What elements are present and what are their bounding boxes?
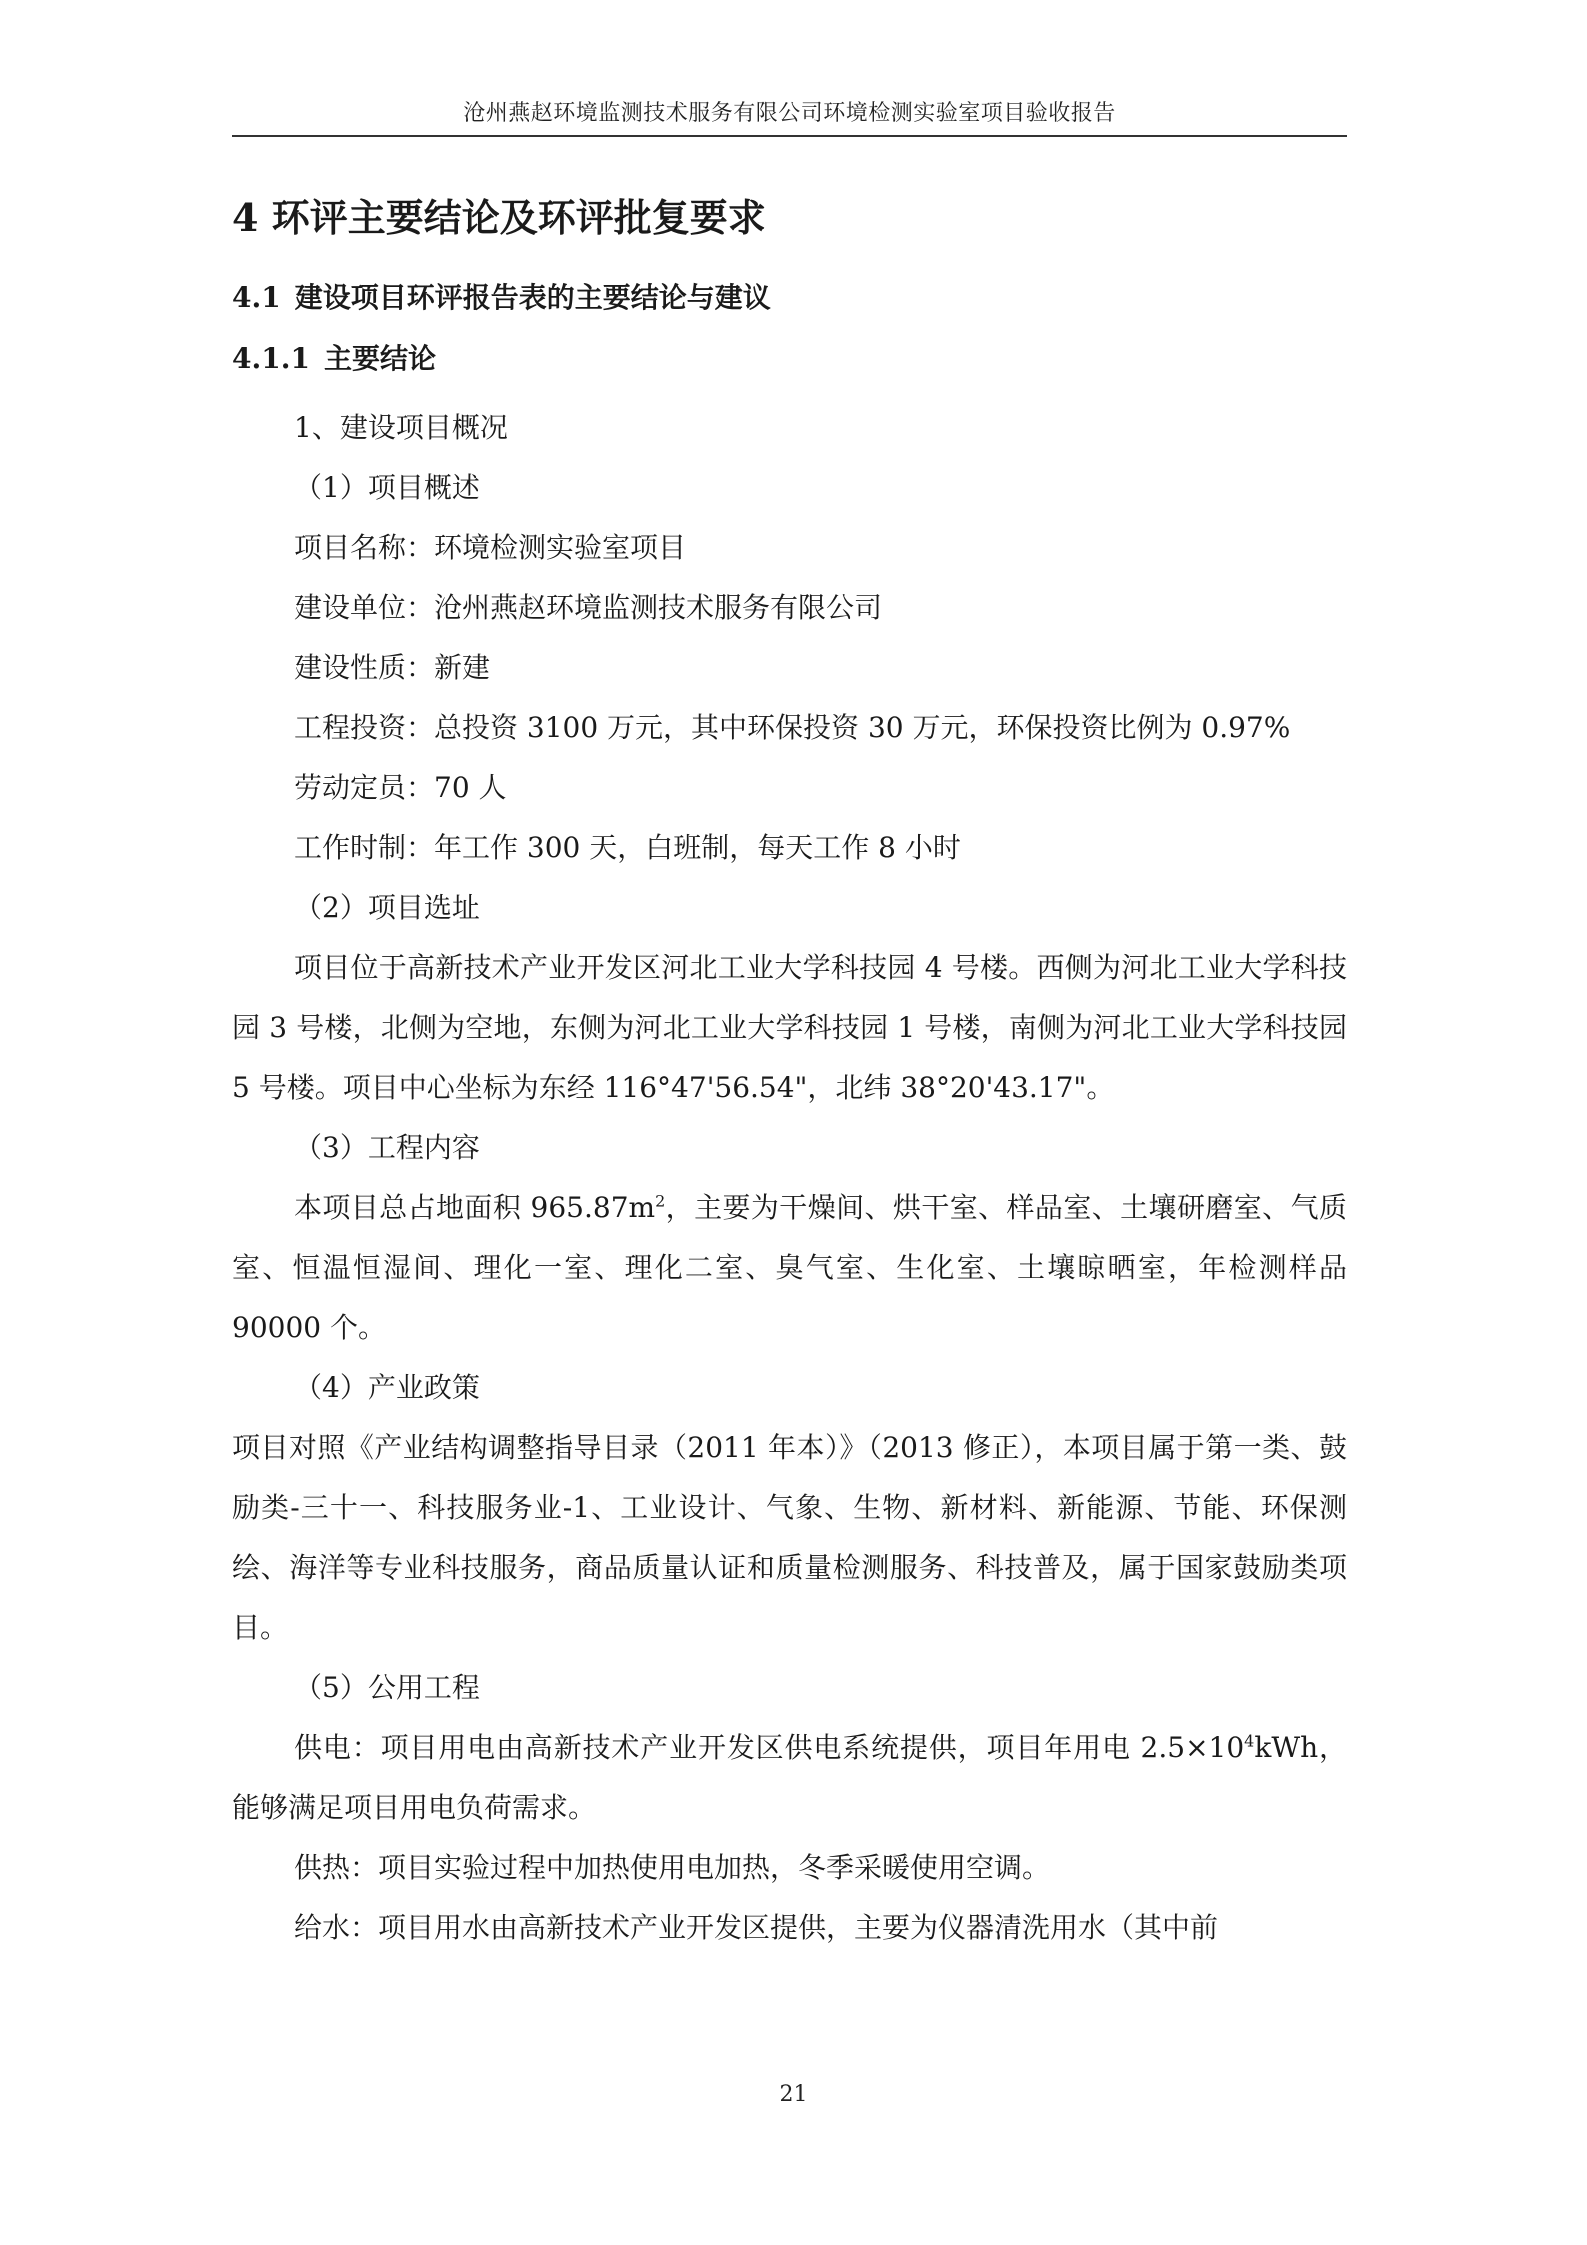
section-heading bbox=[232, 190, 1347, 246]
paragraph-construction-unit: 建设单位：沧州燕赵环境监测技术服务有限公司 bbox=[294, 591, 883, 624]
paragraph-staff: 劳动定员：70 人 bbox=[294, 771, 507, 804]
page-number: 21 bbox=[779, 2082, 808, 2107]
paragraph-scope bbox=[232, 1178, 1347, 1358]
paragraph-overview-heading: 1、建设项目概况 bbox=[294, 411, 508, 444]
subsubsection-title: 主要结论 bbox=[323, 342, 436, 375]
paragraph-schedule: 工作时制：年工作 300 天，白班制，每天工作 8 小时 bbox=[294, 831, 961, 864]
power-text-b: kWh，能够满足项目用电负荷需求。 bbox=[232, 1731, 1347, 1824]
document-body bbox=[232, 190, 1347, 1958]
power-text-a: 供电：项目用电由高新技术产业开发区供电系统提供，项目年用电 2.5×10 bbox=[294, 1731, 1245, 1764]
paragraph-subheading-2: （2）项目选址 bbox=[294, 891, 480, 924]
paragraph-subheading-4: （4）产业政策 bbox=[294, 1371, 480, 1404]
paragraph-subheading-1: （1）项目概述 bbox=[294, 471, 480, 504]
scope-text-b: ，主要为干燥间、烘干室、样品室、土壤研磨室、气质室、恒温恒湿间、理化一室、理化二室、臭气室、生化室、土壤晾晒室，年检测样品 90000 个。 bbox=[232, 1191, 1347, 1344]
paragraph-power bbox=[232, 1718, 1347, 1838]
section-title: 环评主要结论及环评批复要求 bbox=[271, 195, 766, 240]
subsection-title: 建设项目环评报告表的主要结论与建议 bbox=[294, 281, 771, 314]
scope-text-a: 本项目总占地面积 965.87m bbox=[294, 1191, 656, 1224]
section-number: 4 bbox=[232, 195, 259, 240]
paragraph-project-name: 项目名称：环境检测实验室项目 bbox=[294, 531, 687, 564]
subsubsection-heading bbox=[232, 337, 1347, 381]
paragraph-water: 给水：项目用水由高新技术产业开发区提供，主要为仪器清洗用水（其中前 bbox=[294, 1911, 1219, 1944]
paragraph-investment: 工程投资：总投资 3100 万元，其中环保投资 30 万元，环保投资比例为 0.97% bbox=[294, 711, 1291, 744]
header-divider bbox=[232, 135, 1347, 137]
subsection-number: 4.1 bbox=[232, 281, 281, 314]
subsubsection-number: 4.1.1 bbox=[232, 342, 310, 375]
scope-superscript: 2 bbox=[655, 1191, 666, 1211]
power-superscript: 4 bbox=[1244, 1731, 1255, 1751]
page-header: 沧州燕赵环境监测技术服务有限公司环境检测实验室项目验收报告 bbox=[463, 101, 1116, 126]
paragraph-subheading-5: （5）公用工程 bbox=[294, 1671, 480, 1704]
subsection-heading bbox=[232, 276, 1347, 320]
paragraph-construction-nature: 建设性质：新建 bbox=[294, 651, 491, 684]
paragraph-heating: 供热：项目实验过程中加热使用电加热，冬季采暖使用空调。 bbox=[294, 1851, 1051, 1884]
paragraph-policy: 项目对照《产业结构调整指导目录（2011 年本）》（2013 修正），本项目属于第一类、鼓励类-三十一、科技服务业-1、工业设计、气象、生物、新材料、新能源、节能、环保测绘、海洋等专业科技服务，商品质量认证和质量检测服务、科技普及，属于国家鼓励类项目。 bbox=[232, 1431, 1347, 1644]
paragraph-subheading-3: （3）工程内容 bbox=[294, 1131, 480, 1164]
paragraph-location: 项目位于高新技术产业开发区河北工业大学科技园 4 号楼。西侧为河北工业大学科技园 3 号楼，北侧为空地，东侧为河北工业大学科技园 1 号楼，南侧为河北工业大学科技园 5 号楼。项目中心坐标为东经 116°47'56.54"，北纬 38°20'43.17"。 bbox=[232, 951, 1347, 1104]
